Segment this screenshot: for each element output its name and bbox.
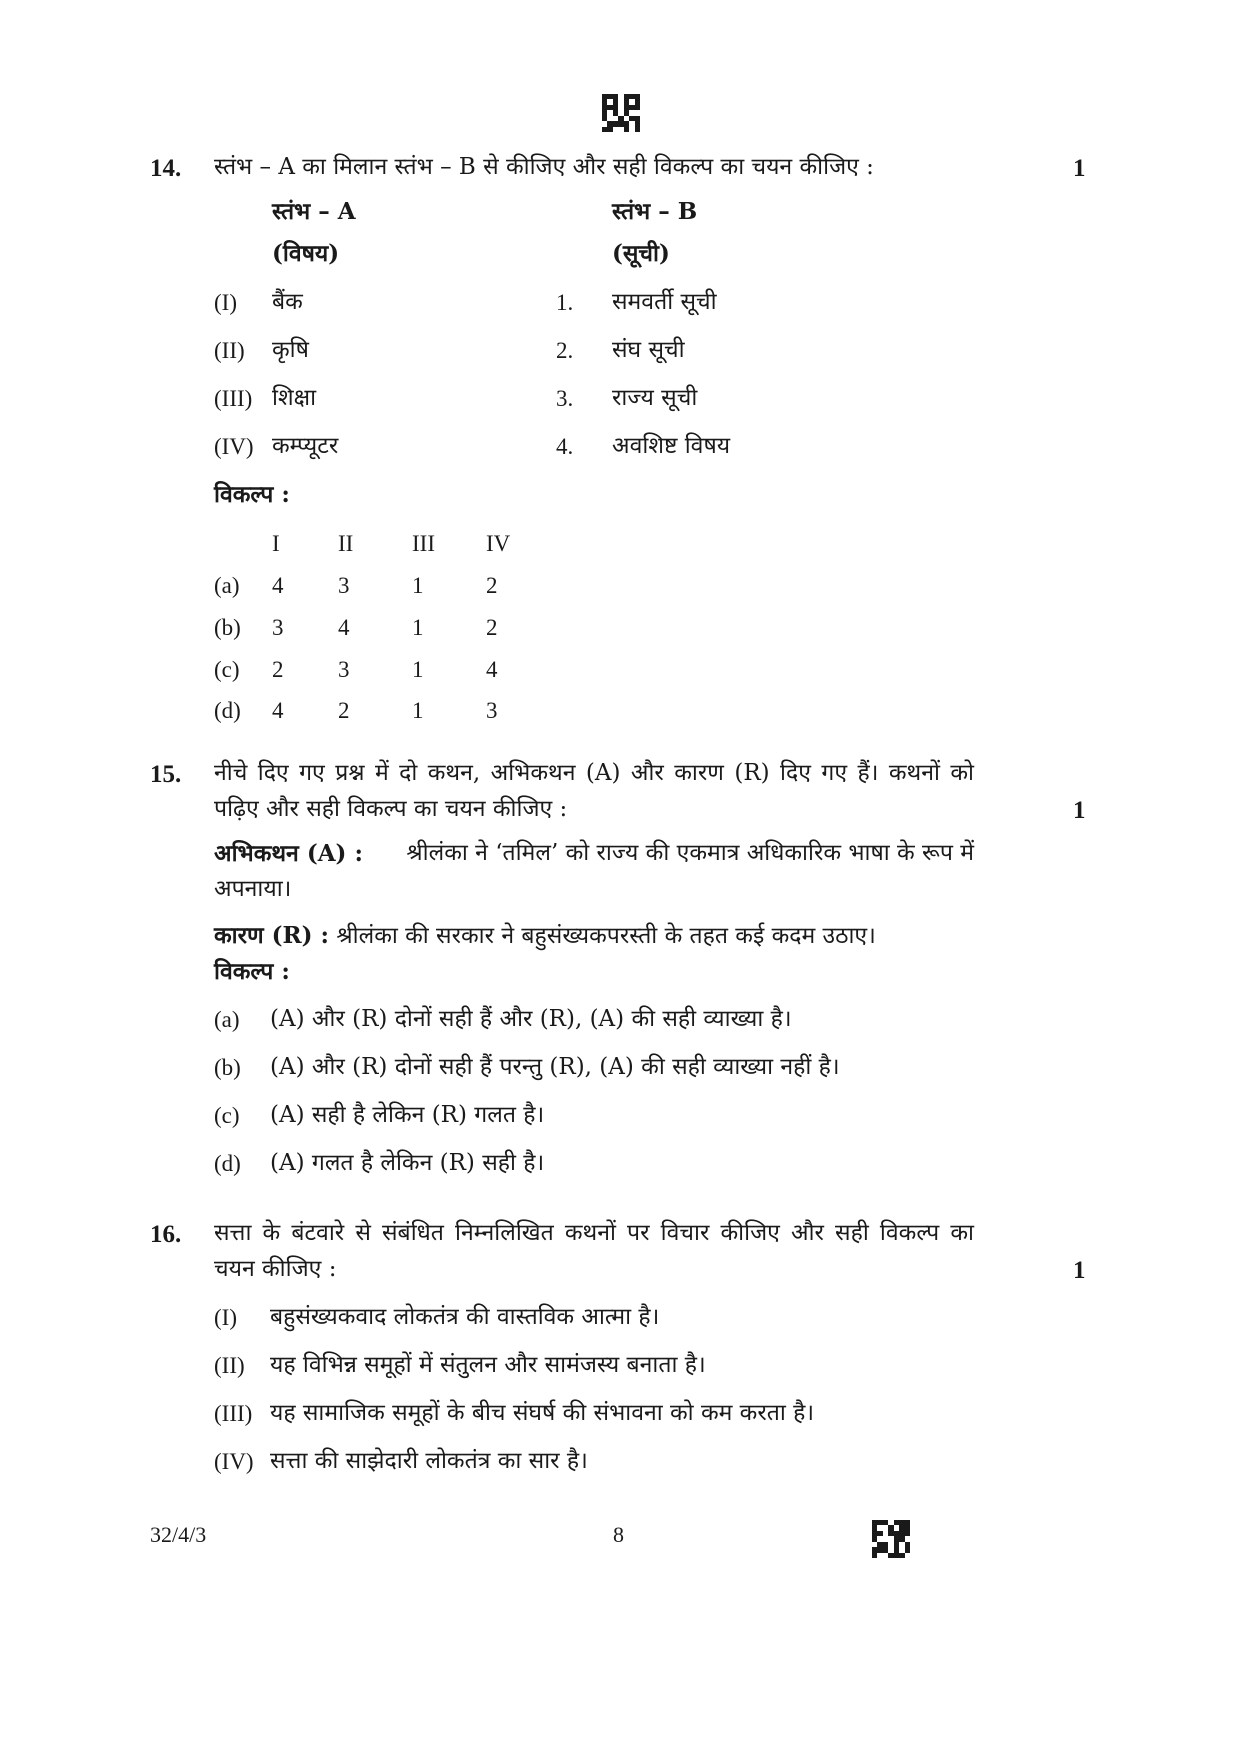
question-14-prompt: स्तंभ – A का मिलान स्तंभ – B से कीजिए और सही विकल्प का चयन कीजिए : <box>214 154 874 180</box>
option-text: (A) सही है लेकिन (R) गलत है। <box>270 1102 545 1128</box>
option-value: 4 <box>272 698 284 723</box>
column-a-item: शिक्षा <box>272 385 317 411</box>
option-label: (c) <box>214 657 240 682</box>
reason-statement <box>214 922 876 951</box>
column-b-item: राज्य सूची <box>612 385 698 411</box>
option-value: 3 <box>338 573 350 598</box>
option-text: (A) और (R) दोनों सही हैं और (R), (A) की सही व्याख्या है। <box>270 1006 792 1032</box>
column-a-item: बैंक <box>272 289 303 315</box>
column-b-label: 4. <box>556 434 574 459</box>
question-16-number: 16. <box>150 1221 182 1248</box>
option-label: (b) <box>214 1055 241 1080</box>
column-a-item: कृषि <box>272 337 309 363</box>
assertion-label: अभिकथन (A) : <box>214 840 363 867</box>
assertion-text: श्रीलंका ने ‘तमिल’ को राज्य की एकमात्र अधिकारिक भाषा के रूप में <box>406 840 974 866</box>
option-text: (A) और (R) दोनों सही हैं परन्तु (R), (A) की सही व्याख्या नहीं है। <box>270 1054 840 1080</box>
column-a-label: (II) <box>214 338 245 363</box>
statement-label: (II) <box>214 1353 245 1378</box>
column-a-label: (I) <box>214 290 237 315</box>
qr-code-bottom <box>872 1520 910 1558</box>
statement-label: (IV) <box>214 1449 254 1474</box>
question-15-marks: 1 <box>1073 797 1086 824</box>
column-b-subtitle: (सूची) <box>612 240 670 267</box>
column-b-item: संघ सूची <box>612 337 685 363</box>
option-value: 1 <box>412 573 424 598</box>
statement-text: यह विभिन्न समूहों में संतुलन और सामंजस्य बनाता है। <box>270 1352 706 1378</box>
paper-code: 32/4/3 <box>150 1522 207 1547</box>
assertion-text-continued: अपनाया। <box>214 876 292 902</box>
column-b-label: 3. <box>556 386 574 411</box>
option-label: (a) <box>214 1007 240 1032</box>
column-b-item: अवशिष्ट विषय <box>612 433 731 459</box>
question-14-marks: 1 <box>1073 155 1086 182</box>
statement-text: सत्ता की साझेदारी लोकतंत्र का सार है। <box>270 1448 588 1474</box>
statement-text: यह सामाजिक समूहों के बीच संघर्ष की संभावना को कम करता है। <box>270 1400 815 1426</box>
question-15-options-label: विकल्प : <box>214 958 290 985</box>
option-header-i: I <box>272 531 280 556</box>
option-header-iii: III <box>412 531 435 556</box>
reason-text: श्रीलंका की सरकार ने बहुसंख्यकपरस्ती के तहत कई कदम उठाए। <box>336 923 876 949</box>
option-header-ii: II <box>338 531 354 556</box>
option-header-iv: IV <box>486 531 511 556</box>
option-value: 3 <box>338 657 350 682</box>
column-b-label: 1. <box>556 290 574 315</box>
assertion-statement <box>214 840 974 868</box>
option-value: 2 <box>486 573 498 598</box>
column-a-item: कम्प्यूटर <box>272 433 339 459</box>
option-label: (c) <box>214 1103 240 1128</box>
statement-text: बहुसंख्यकवाद लोकतंत्र की वास्तविक आत्मा है। <box>270 1304 660 1330</box>
page-number: 8 <box>613 1522 624 1547</box>
qr-code-top <box>602 94 640 132</box>
column-b-item: समवर्ती सूची <box>612 289 717 315</box>
column-b-title: स्तंभ – B <box>612 198 698 225</box>
option-value: 4 <box>272 573 284 598</box>
statement-label: (I) <box>214 1305 237 1330</box>
option-value: 2 <box>338 698 350 723</box>
question-16-prompt-line1: सत्ता के बंटवारे से संबंधित निम्नलिखित कथनों पर विचार कीजिए और सही विकल्प का <box>214 1220 974 1246</box>
option-value: 1 <box>412 698 424 723</box>
question-15-number: 15. <box>150 761 182 788</box>
option-label: (b) <box>214 615 241 640</box>
column-a-title: स्तंभ – A <box>272 198 356 225</box>
option-label: (a) <box>214 573 240 598</box>
column-a-subtitle: (विषय) <box>272 240 340 267</box>
option-value: 4 <box>338 615 350 640</box>
option-value: 3 <box>486 698 498 723</box>
column-a-label: (IV) <box>214 434 254 459</box>
question-15-prompt-line2: पढ़िए और सही विकल्प का चयन कीजिए : <box>214 796 568 822</box>
question-15-prompt-line1: नीचे दिए गए प्रश्न में दो कथन, अभिकथन (A) और कारण (R) दिए गए हैं। कथनों को <box>214 760 974 786</box>
statement-label: (III) <box>214 1401 253 1426</box>
option-value: 4 <box>486 657 498 682</box>
question-14-options-label: विकल्प : <box>214 481 290 508</box>
option-value: 1 <box>412 615 424 640</box>
option-value: 2 <box>272 657 284 682</box>
column-b-label: 2. <box>556 338 574 363</box>
reason-label: कारण (R) : <box>214 922 330 949</box>
question-16-prompt-line2: चयन कीजिए : <box>214 1256 337 1282</box>
question-14-number: 14. <box>150 155 182 182</box>
question-16-marks: 1 <box>1073 1257 1086 1284</box>
option-text: (A) गलत है लेकिन (R) सही है। <box>270 1150 545 1176</box>
column-a-label: (III) <box>214 386 253 411</box>
option-value: 3 <box>272 615 284 640</box>
option-label: (d) <box>214 698 241 723</box>
option-value: 2 <box>486 615 498 640</box>
option-label: (d) <box>214 1151 241 1176</box>
option-value: 1 <box>412 657 424 682</box>
